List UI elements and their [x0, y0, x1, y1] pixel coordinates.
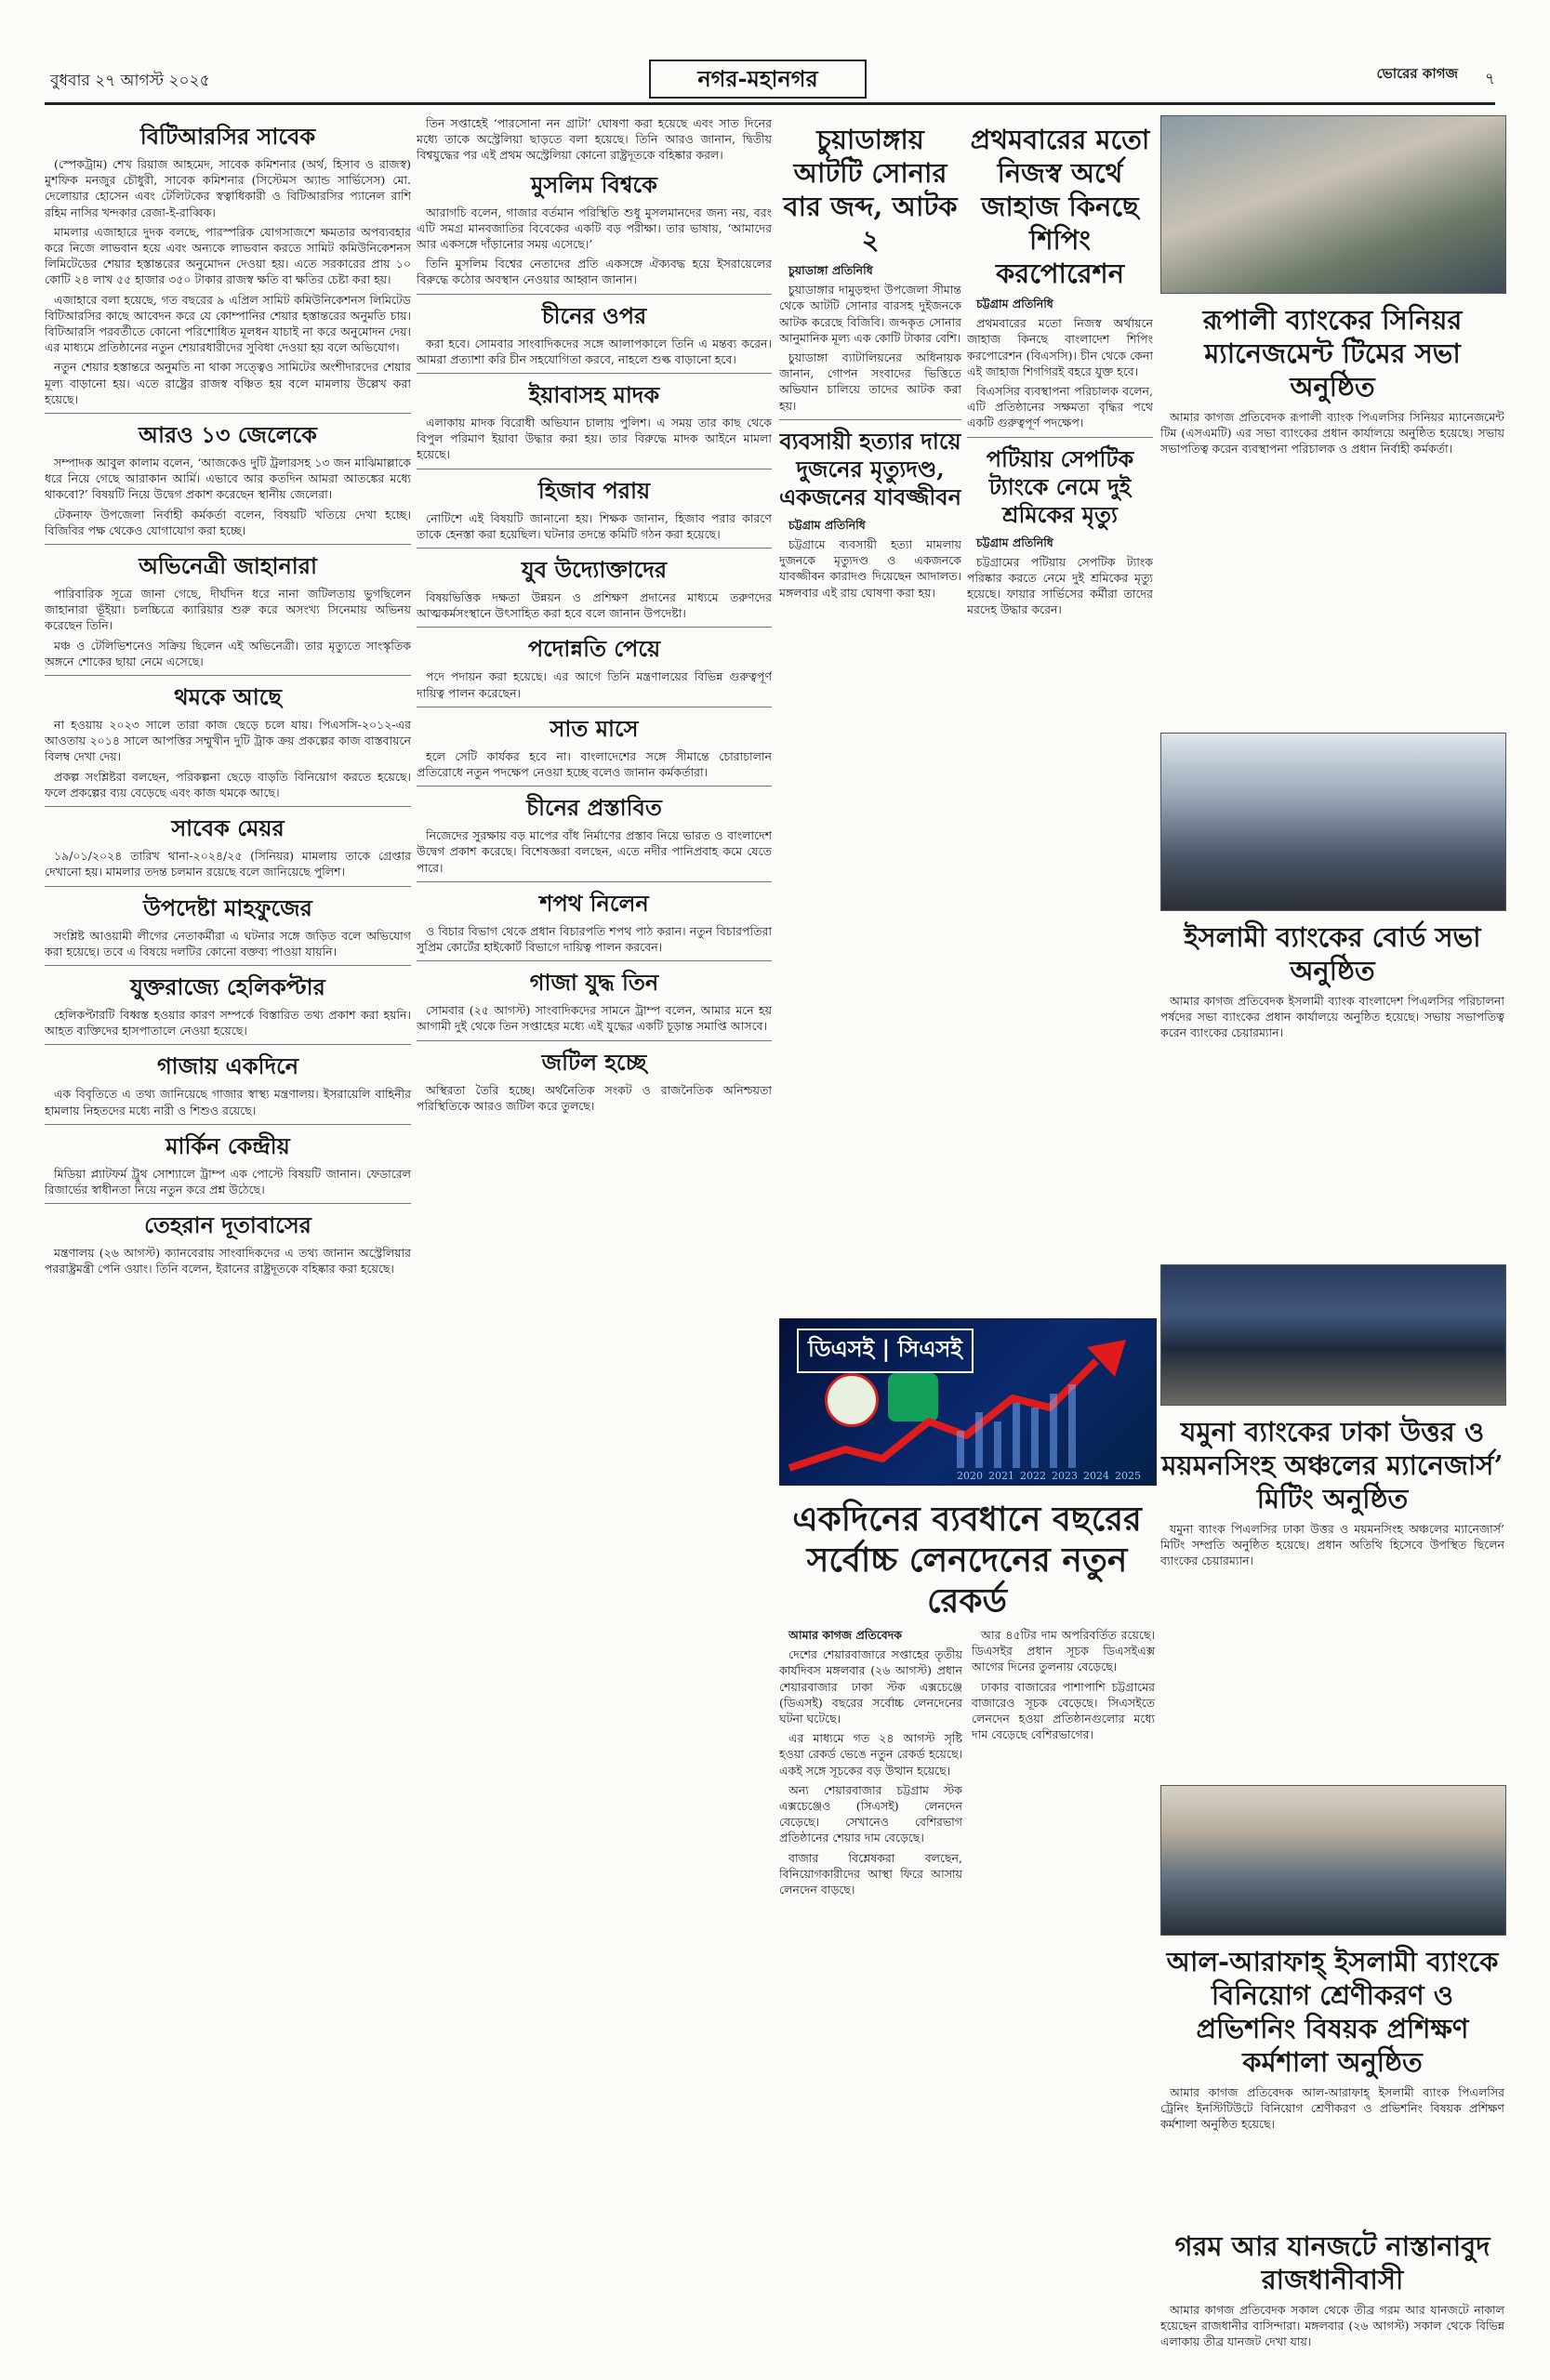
paragraph: করা হবে। সোমবার সাংবাদিকদের সঙ্গে আলাপকালে তিনি এ মন্তব্য করেন। আমরা প্রত্যাশা করি চীন সহযোগিতা করবে, নাহলে শুল্ক বাড়ানো হবে। — [417, 336, 772, 366]
headline-businessman-murder: ব্যবসায়ী হত্যার দায়ে দুজনের মৃত্যুদণ্ড, একজনের যাবজ্জীবন — [779, 427, 961, 510]
paragraph: টেকনাফ উপজেলা নির্বাহী কর্মকর্তা বলেন, বিষয়টি খতিয়ে দেখা হচ্ছে। বিজিবির পক্ষ থেকেও যোগাযোগ করা হচ্ছে। — [45, 507, 411, 537]
paragraph: আমার কাগজ প্রতিবেদক আল-আরাফাহ্ ইসলামী ব্যাংক পিএলসির ট্রেনিং ইনস্টিটিউটে বিনিয়োগ শ্রেণীকরণ ও প্রভিশনিং বিষয়ক প্রশিক্ষণ কর্মশালা অনুষ্ঠিত হয়েছে। — [1160, 2085, 1504, 2132]
headline-heat-traffic: গরম আর যানজটে নাস্তানাবুদ রাজধানীবাসী — [1174, 2230, 1490, 2295]
paragraph: আরাগচি বলেন, গাজার বর্তমান পরিস্থিতি শুধু মুসলমানদের জন্য নয়, বরং এটি সমগ্র মানবজাতির বিবেকের একটি বড় পরীক্ষা। তার ভাষায়, ‘আমাদের আর একসঙ্গে দাঁড়ানোর সময় এসেছে।’ — [417, 205, 772, 252]
headline-jamuna: যমুনা ব্যাংকের ঢাকা উত্তর ও ময়মনসিংহ অঞ্চলের ম্যানেজার্স’ মিটিং অনুষ্ঠিত — [1161, 1416, 1504, 1514]
paragraph: ঢাকার বাজারের পাশাপাশি চট্টগ্রামের বাজারেও সূচক বেড়েছে। সিএসইতে লেনদেন হওয়া প্রতিষ্ঠানগুলোর মধ্যে দাম বেড়েছে বেশিরভাগের। — [972, 1679, 1155, 1742]
headline-hijab: হিজাব পরায় — [537, 476, 651, 504]
headline-gold-bars: চুয়াডাঙ্গায় আটটি সোনার বার জব্দ, আটক ২ — [783, 124, 958, 256]
year-tick: 2025 — [1115, 1470, 1141, 1482]
byline: চট্টগ্রাম প্রতিনিধি — [976, 297, 1053, 311]
divider — [417, 960, 772, 961]
divider — [45, 886, 411, 887]
headline-shipping-corp: প্রথমবারের মতো নিজস্ব অর্থে জাহাজ কিনছে শিপিং করপোরেশন — [970, 124, 1150, 289]
headline-rupali: রূপালী ব্যাংকের সিনিয়র ম্যানেজমেন্ট টিমের সভা অনুষ্ঠিত — [1202, 304, 1463, 403]
paragraph: চুয়াডাঙ্গার দামুড়হুদা উপজেলা সীমান্ত থেকে আটটি সোনার বারসহ দুইজনকে আটক করেছে বিজিবি। জব্দকৃত সোনার আনুমানিক মূল্য এক কোটি টাকার বেশি। — [779, 283, 961, 345]
traffic-story — [1160, 2222, 1504, 2356]
rising-arrow-icon — [780, 1319, 1156, 1485]
lead-col-left — [779, 1627, 962, 1901]
paragraph: আমার কাগজ প্রতিবেদক রূপালী ব্যাংক পিএলসির সিনিয়র ম্যানেজমেন্ট টিম (এসএমটি) এর সভা ব্যাংকের প্রধান কার্যালয়ে অনুষ্ঠিত হয়েছে। সভায় সভাপতিত্ব করেন ব্যবস্থাপনা পরিচালক ও প্রধান নির্বাহী কর্মকর্তা। — [1160, 410, 1504, 456]
paragraph: বাজার বিশ্লেষকরা বলছেন, বিনিয়োগকারীদের আস্থা ফিরে আসায় লেনদেন বাড়ছে। — [779, 1850, 962, 1897]
lead-story — [779, 1491, 1155, 2356]
headline-china-on: চীনের ওপর — [541, 301, 647, 329]
headline-promotion: পদোন্নতি পেয়ে — [527, 635, 661, 663]
paragraph: পারিবারিক সূত্রে জানা গেছে, দীর্ঘদিন ধরে নানা জটিলতায় ভুগছিলেন জাহানারা ভূঁইয়া। চলচ্চিত্রে ক্যারিয়ার শুরু করে অসংখ্য সিনেমায় অভিনয় করেছেন তিনি। — [45, 587, 411, 633]
divider — [417, 373, 772, 374]
column-1 — [45, 115, 411, 2356]
lead-columns — [779, 1627, 1155, 1901]
headline-gaza-day: গাজায় একদিনে — [156, 1052, 299, 1080]
headline-septic-tank: পটিয়ায় সেপটিক ট্যাংকে নেমে দুই শ্রমিকের মৃত্যু — [986, 444, 1134, 528]
headline-record-turnover: একদিনের ব্যবধানে বছরের সর্বোচ্চ লেনদেনের নতুন রেকর্ড — [792, 1500, 1142, 1620]
paragraph: এলাকায় মাদক বিরোধী অভিযান চালায় পুলিশ। এ সময় তার কাছ থেকে বিপুল পরিমাণ ইয়াবা উদ্ধার করা হয়। তার বিরুদ্ধে মাদক আইনে মামলা হয়েছে। — [417, 416, 772, 462]
divider — [417, 1040, 772, 1041]
paragraph: এজাহারে বলা হয়েছে, গত বছরের ৯ এপ্রিল সামিট কমিউনিকেশনস লিমিটেড বিটিআরসির কাছে আবেদন করে যে কোম্পানির শেয়ার হস্তান্তরের অনুমতি চায়। বিটিআরসি পরবর্তীতে কোনো পরিশোধিত মূলধন যাচাই না করে অনুমোদন দেয়। এর মাধ্যমে প্রতিষ্ঠানের নতুন শেয়ারধারীদের সুবিধা দেওয়া হয় বলে অভিযোগ। — [45, 292, 411, 355]
workshop-photo-alarafah — [1160, 1785, 1506, 1936]
paragraph: সম্পাদক আবুল কালাম বলেন, ‘আজকেও দুটি ট্রলারসহ ১৩ জন মাঝিমাল্লাকে ধরে নিয়ে গেছে আরাকান আর্মি। এভাবে আর কতদিন আমরা আতঙ্কের মধ্যে থাকবো?’ বিষয়টি নিয়ে উদ্বেগ প্রকাশ করেছেন স্থানীয় জেলেরা। — [45, 456, 411, 502]
headline-seven-months: সাত মাসে — [550, 714, 639, 742]
paragraph: আমার কাগজ প্রতিবেদক সকাল থেকে তীব্র গরম আর যানজটে নাকাল হয়েছেন রাজধানীর বাসিন্দারা। মঙ্গলবার (২৬ আগস্ট) সকাল থেকে বিভিন্ন এলাকায় তীব্র যানজট দেখা যায়। — [1160, 2303, 1504, 2349]
masthead-logo: ভোরের কাগজ — [1376, 65, 1458, 82]
paragraph: পদে পদায়ন করা হয়েছে। এর আগে তিনি মন্ত্রণালয়ের বিভিন্ন গুরুত্বপূর্ণ দায়িত্ব পালন করেছেন। — [417, 669, 772, 700]
headline-uk-helicopter: যুক্তরাজ্যে হেলিকপ্টার — [130, 972, 325, 1000]
headline-youth: যুব উদ্যোক্তাদের — [521, 556, 668, 584]
paragraph: যমুনা ব্যাংক পিএলসির ঢাকা উত্তর ও ময়মনসিংহ অঞ্চলের ম্যানেজার্স’ মিটিং সম্প্রতি অনুষ্ঠিত হয়েছে। প্রধান অতিথি হিসেবে উপস্থিত ছিলেন ব্যাংকের চেয়ারম্যান। — [1160, 1522, 1504, 1568]
divider — [967, 437, 1153, 438]
paragraph: সংশ্লিষ্ট আওয়ামী লীগের নেতাকর্মীরা এ ঘটনার সঙ্গে জড়িত বলে অভিযোগ করা হয়েছে। তবে এ বিষয়ে দলটির কোনো বক্তব্য পাওয়া যায়নি। — [45, 928, 411, 959]
page-number: ৭ — [1484, 70, 1495, 88]
headline-tehran-embassy: তেহরান দূতাবাসের — [144, 1211, 311, 1239]
paragraph: তিনি মুসলিম বিশ্বের নেতাদের প্রতি একসঙ্গে ঐক্যবদ্ধ হয়ে ইসরায়েলের বিরুদ্ধে কঠোর অবস্থান নেওয়ার আহ্বান জানান। — [417, 257, 772, 287]
jamuna-story — [1160, 1408, 1504, 1779]
islami-story — [1160, 913, 1504, 1257]
year-tick: 2022 — [1020, 1470, 1046, 1482]
headline-fishermen: আরও ১৩ জেলেকে — [139, 421, 317, 449]
paragraph: ও বিচার বিভাগ থেকে প্রধান বিচারপতি শপথ পাঠ করান। নতুন বিচারপতিরা সুপ্রিম কোর্টের হাইকোর্ট বিভাগে দায়িত্ব পালন করবেন। — [417, 923, 772, 955]
divider — [45, 965, 411, 966]
divider — [45, 544, 411, 545]
divider — [417, 294, 772, 295]
paragraph: মামলার এজাহারে দুদক বলছে, পারস্পরিক যোগসাজশে ক্ষমতার অপব্যবহার করে নিজে লাভবান হয়ে এবং অন্যকে লাভবান করতে সামিট কমিউনিকেশনস লিমিটেডের শেয়ার হস্তান্তরের অনুমোদন দেওয়া হয়। এতে সরকারের প্রায় ১০ কোটি ২৪ লাখ ৫৫ হাজার ৩৫০ টাকার রাজস্ব ক্ষতি বা ক্ষতির চেষ্টা করা হয়। — [45, 224, 411, 287]
paragraph: না হওয়ায় ২০২৩ সালে তারা কাজ ছেড়ে চলে যায়। পিএসসি-২০১২-এর আওতায় ২০১৪ সালে আপত্তির সম্মুখীন দুটি ট্রাক ক্রয় প্রকল্পের কাজ বাস্তবায়নে বিলম্ব দেখা দেয়। — [45, 718, 411, 764]
paragraph: সোমবার (২৫ আগস্ট) সাংবাদিকদের সামনে ট্রাম্প বলেন, আমার মনে হয় আগামী দুই থেকে তিন সপ্তাহের মধ্যে এই যুদ্ধের একটি চূড়ান্ত সমাপ্তি আসবে। — [417, 1003, 772, 1034]
paragraph: প্রকল্প সংশ্লিষ্টরা বলছেন, পরিকল্পনা ছেড়ে বাড়তি বিনিয়োগ করতে হয়েছে। ফলে প্রকল্পের ব্যয় বেড়েছে এবং কাজ থমকে আছে। — [45, 769, 411, 800]
paragraph: (স্পেকট্রাম) শেখ রিয়াজ আহমেদ, সাবেক কমিশনার (অর্থ, হিসাব ও রাজস্ব) মুশফিক মনজুর চৌধুরী, সাবেক কমিশনার (সিস্টেমস অ্যান্ড সার্ভিসেস) মো. দেলোয়ার হোসেন এবং টেলিটকের স্বত্বাধিকারী ও বিটিআরসির প্যানেল রাশি রহিম নাসির খন্দকার রেজা-ই-রাব্বিক। — [45, 157, 411, 219]
paragraph: অস্থিরতা তৈরি হচ্ছে। অর্থনৈতিক সংকট ও রাজনৈতিক অনিশ্চয়তা পরিস্থিতিকে আরও জটিল করে তুলছে। — [417, 1082, 772, 1113]
headline-stalled: থমকে আছে — [174, 683, 282, 711]
paragraph: আমার কাগজ প্রতিবেদক ইসলামী ব্যাংক বাংলাদেশ পিএলসির পরিচালনা পর্ষদের সভা ব্যাংকের প্রধান কার্যালয়ে অনুষ্ঠিত হয়েছে। সভায় সভাপতিত্ব করেন ব্যাংকের চেয়ারম্যান। — [1160, 994, 1504, 1040]
paragraph: নিজেদের সুরক্ষায় বড় মাপের বাঁধ নির্মাণের প্রস্তাব নিয়ে ভারত ও বাংলাদেশ উদ্বেগ প্রকাশ করেছে। বিশেষজ্ঞরা বলছেন, এতে নদীর পানিপ্রবাহ কমে যেতে পারে। — [417, 828, 772, 875]
paragraph: প্রথমবারের মতো নিজস্ব অর্থায়নে জাহাজ কিনছে বাংলাদেশ শিপিং করপোরেশন (বিএসসি)। চীন থেকে কেনা এই জাহাজ শিগগিরই বহরে যুক্ত হবে। — [967, 316, 1153, 378]
divider — [417, 548, 772, 549]
year-tick: 2020 — [957, 1470, 983, 1482]
paragraph: বিএসসির ব্যবস্থাপনা পরিচালক বলেন, এটি প্রতিষ্ঠানের সক্ষমতা বৃদ্ধির পথে একটি গুরুত্বপূর্ণ পদক্ষেপ। — [967, 384, 1153, 430]
paragraph: হেলিকপ্টারটি বিধ্বস্ত হওয়ার কারণ সম্পর্কে বিস্তারিত তথ্য প্রকাশ করা হয়নি। আহত ব্যক্তিদের হাসপাতালে নেওয়া হয়েছে। — [45, 1007, 411, 1038]
paragraph: এর মাধ্যমে গত ২৪ আগস্ট সৃষ্টি হওয়া রেকর্ড ভেঙে নতুন রেকর্ড হয়েছে। একই সঙ্গে সূচকের বড় উত্থান হয়েছে। — [779, 1731, 962, 1778]
headline-yaba: ইয়াবাসহ মাদক — [528, 381, 660, 409]
meeting-photo-jamuna — [1160, 1264, 1506, 1406]
paragraph: মন্ত্রণালয় (২৬ আগস্ট) ক্যানবেরায় সাংবাদিকদের এ তথ্য জানান অস্ট্রেলিয়ার পররাষ্ট্রমন্ত্রী পেনি ওয়াং। তিনি বলেন, ইরানের রাষ্ট্রদূতকে বহিষ্কার করা হয়েছে। — [45, 1246, 411, 1276]
headline-adviser: উপদেষ্টা মাহফুজের — [143, 893, 312, 921]
byline: চট্টগ্রাম প্রতিনিধি — [976, 535, 1053, 549]
headline-btrc: বিটিআরসির সাবেক — [139, 123, 316, 150]
divider — [45, 1044, 411, 1045]
lead-col-right — [972, 1627, 1155, 1901]
meeting-photo-rupali — [1160, 115, 1506, 294]
column-2 — [417, 115, 772, 2356]
divider — [45, 1203, 411, 1204]
byline: চুয়াডাঙ্গা প্রতিনিধি — [788, 263, 873, 277]
byline: চট্টগ্রাম প্রতিনিধি — [788, 517, 866, 532]
paragraph: চট্টগ্রামে ব্যবসায়ী হত্যা মামলায় দুজনকে মৃত্যুদণ্ড ও একজনকে যাবজ্জীবন কারাদণ্ড দিয়েছেন আদালত। মঙ্গলবার এই রায় ঘোষণা করা হয়। — [779, 537, 961, 600]
divider — [417, 627, 772, 628]
paragraph: বিষয়ভিত্তিক দক্ষতা উন্নয়ন ও প্রশিক্ষণ প্রদানের মাধ্যমে তরুণদের আত্মকর্মসংস্থানে উৎসাহিত করা হবে বলে জানান উপদেষ্টা। — [417, 590, 772, 621]
paragraph: নতুন শেয়ার হস্তান্তরে অনুমতি না থাকা সত্ত্বেও সামিটের অংশীদারদের শেয়ার মূল্য বাড়ানো হয়। এতে রাষ্ট্রের রাজস্ব বঞ্চিত হয় বলে মামলায় উল্লেখ করা হয়েছে। — [45, 360, 411, 406]
paragraph: মঞ্চ ও টেলিভিশনেও সক্রিয় ছিলেন এই অভিনেত্রী। তার মৃত্যুতে সাংস্কৃতিক অঙ্গনে শোকের ছায়া নেমে এসেছে। — [45, 638, 411, 668]
headline-muslim-world: মুসলিম বিশ্বকে — [531, 170, 657, 198]
headline-oath: শপথ নিলেন — [539, 889, 649, 917]
alarafah-story — [1160, 1937, 1504, 2216]
headline-china-proposed: চীনের প্রস্তাবিত — [526, 794, 662, 822]
page-header — [45, 58, 1495, 105]
divider — [45, 675, 411, 676]
headline-complex: জটিল হচ্ছে — [541, 1048, 647, 1076]
headline-former-mayor: সাবেক মেয়র — [171, 814, 285, 842]
rupali-story — [1160, 296, 1504, 723]
headline-gaza-war: গাজা যুদ্ধ তিন — [529, 969, 659, 997]
divider — [45, 413, 411, 414]
paragraph: তিন সপ্তাহেই ‘পারসোনা নন গ্রাটা’ ঘোষণা করা হয়েছে এবং সাত দিনের মধ্যে তাকে অস্ট্রেলিয়া ছাড়তে বলা হয়েছে। তিনি আরও জানান, দ্বিতীয় বিশ্বযুদ্ধের পর এই প্রথম অস্ট্রেলিয়া কোনো রাষ্ট্রদূতকে বহিষ্কার করল। — [417, 116, 772, 163]
meeting-photo-islami — [1160, 733, 1506, 911]
column-4 — [967, 115, 1153, 1313]
paragraph: ১৯/০১/২০২৪ তারিখ থানা-২০২৪/২৫ (সিনিয়র) মামলায় তাকে গ্রেপ্তার দেখানো হয়। মামলার তদন্ত চলমান রয়েছে বলে জানিয়েছে পুলিশ। — [45, 849, 411, 879]
divider — [45, 1124, 411, 1125]
headline-alarafah: আল-আরাফাহ্ ইসলামী ব্যাংকে বিনিয়োগ শ্রেণীকরণ ও প্রভিশনিং বিষয়ক প্রশিক্ষণ কর্মশালা অনুষ্ঠিত — [1166, 1946, 1499, 2078]
paragraph: চট্টগ্রামের পটিয়ায় সেপটিক ট্যাংক পরিষ্কার করতে নেমে দুই শ্রমিকের মৃত্যু হয়েছে। ফায়ার সার্ভিসের কর্মীরা তাদের মরদেহ উদ্ধার করেন। — [967, 554, 1153, 617]
year-tick: 2023 — [1052, 1470, 1078, 1482]
paragraph: দেশের শেয়ারবাজারে সপ্তাহের তৃতীয় কার্যদিবস মঙ্গলবার (২৬ আগস্ট) প্রধান শেয়ারবাজার ঢাকা স্টক এক্সচেঞ্জে (ডিএসই) বছরের সর্বোচ্চ লেনদেনের ঘটনা ঘটেছে। — [779, 1647, 962, 1726]
exchange-label: ডিএসই | সিএসই — [797, 1329, 974, 1373]
column-3 — [779, 115, 961, 1313]
headline-us-central: মার্কিন কেন্দ্রীয় — [166, 1131, 290, 1159]
stock-market-graphic — [779, 1318, 1157, 1486]
divider — [45, 806, 411, 807]
headline-islami-board: ইসলামী ব্যাংকের বোর্ড সভা অনুষ্ঠিত — [1184, 921, 1481, 986]
divider — [779, 419, 961, 420]
divider — [417, 881, 772, 882]
paragraph: এক বিবৃতিতে এ তথ্য জানিয়েছে গাজার স্বাস্থ্য মন্ত্রণালয়। ইসরায়েলি বাহিনীর হামলায় নিহতদের মধ্যে নারী ও শিশুও রয়েছে। — [45, 1087, 411, 1117]
section-title: নগর-মহানগর — [649, 60, 867, 99]
paragraph: নোটিশে এই বিষয়টি জানানো হয়। শিক্ষক জানান, হিজাব পরার কারণে তাকে হেনস্তা করা হয়েছিল। ঘটনার তদন্তে কমিটি গঠন করা হয়েছে। — [417, 510, 772, 541]
byline: আমার কাগজ প্রতিবেদক — [788, 1628, 903, 1642]
paragraph: আর ৪৫টির দাম অপরিবর্তিত রয়েছে। ডিএসইর প্রধান সূচক ডিএসইএক্স আগের দিনের তুলনায় বেড়েছে। — [972, 1628, 1155, 1674]
paragraph: মিডিয়া প্ল্যাটফর্ম ট্রুথ সোশ্যালে ট্রাম্প এক পোস্টে বিষয়টি জানান। ফেডারেল রিজার্ভের স্বাধীনতা নিয়ে নতুন করে প্রশ্ন উঠেছে। — [45, 1166, 411, 1197]
headline-actress: অভিনেত্রী জাহানারা — [139, 552, 317, 580]
divider — [417, 786, 772, 787]
paragraph: হলে সেটি কার্যকর হবে না। বাংলাদেশের সঙ্গে সীমান্তে চোরাচালান প্রতিরোধে নতুন পদক্ষেপ নেওয়া হচ্ছে বলেও জানান কর্মকর্তারা। — [417, 748, 772, 780]
year-tick: 2021 — [988, 1470, 1014, 1482]
issue-date: বুধবার ২৭ আগস্ট ২০২৫ — [50, 72, 210, 90]
year-tick: 2024 — [1083, 1470, 1109, 1482]
paragraph: চুয়াডাঙ্গা ব্যাটালিয়নের অধিনায়ক জানান, গোপন সংবাদের ভিত্তিতে অভিযান চালিয়ে তাদের আটক করা হয়। — [779, 350, 961, 413]
paragraph: অন্য শেয়ারবাজার চট্টগ্রাম স্টক এক্সচেঞ্জেও (সিএসই) লেনদেন বেড়েছে। সেখানেও বেশিরভাগ প্রতিষ্ঠানের শেয়ার দাম বেড়েছে। — [779, 1782, 962, 1845]
